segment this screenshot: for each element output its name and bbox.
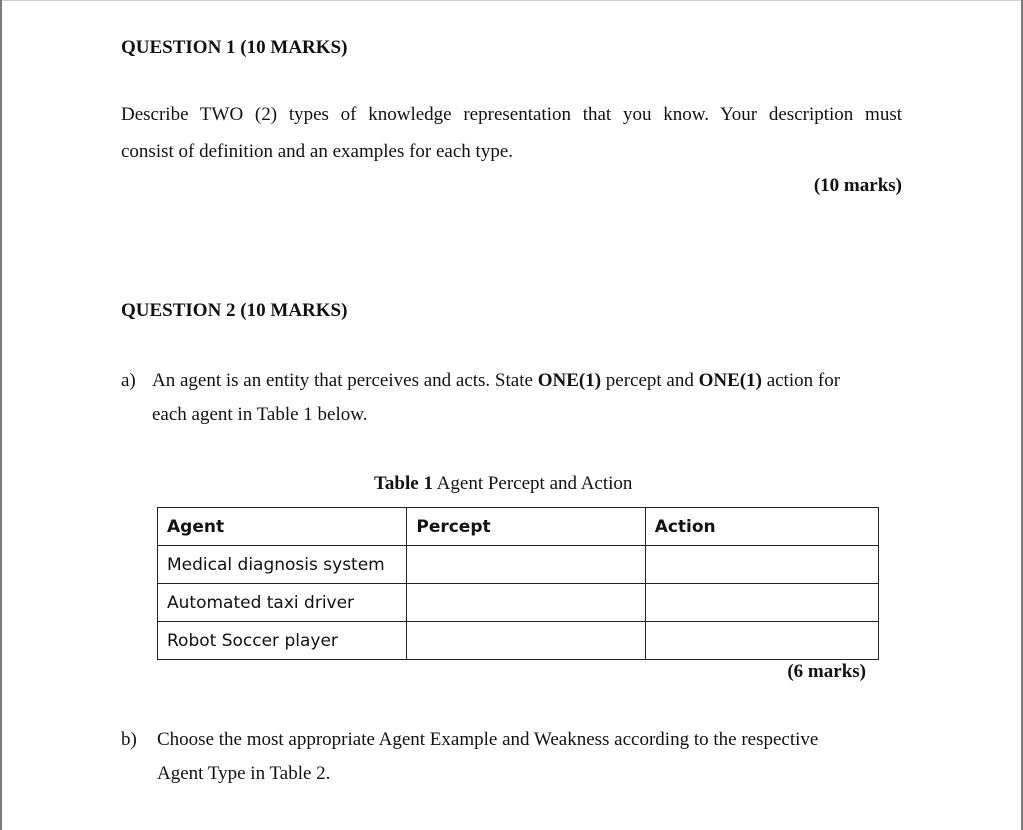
question-1-text-line-1: Describe TWO (2) types of knowledge representation that you know. Your description must [121,104,902,125]
header-percept: Percept [407,508,645,546]
question-1-heading: QUESTION 1 (10 MARKS) [121,37,348,58]
part-a-bold-percept-count: ONE(1) [537,370,602,391]
page-top-border [0,0,1023,1]
part-a-label: a) [121,370,136,391]
table-header-row [158,508,879,546]
part-a-text-line-1 [152,370,840,392]
question-1-text-line-2: consist of definition and an examples for each type. [121,141,514,162]
agent-percept-action-table [157,507,879,660]
percept-cell [407,584,645,622]
action-cell [645,546,878,584]
percept-cell [407,622,645,660]
question-2-heading: QUESTION 2 (10 MARKS) [121,300,348,321]
table-1-caption [374,473,632,495]
table-1-caption-label: Table 1 [374,473,433,494]
part-b-label: b) [121,729,137,750]
header-action: Action [645,508,878,546]
part-b-text-line-1: Choose the most appropriate Agent Example and Weakness according to the respective [157,729,819,750]
part-b-text-line-2: Agent Type in Table 2. [157,763,331,784]
part-a-text-line-2: each agent in Table 1 below. [152,404,368,425]
table-row [158,546,879,584]
part-a-text-segment-2: percept and [601,370,699,391]
action-cell [645,584,878,622]
page-left-border [0,0,2,830]
header-agent: Agent [158,508,407,546]
table-row [158,584,879,622]
agent-cell: Automated taxi driver [158,584,407,622]
part-a-text-segment-3: action for [761,370,841,391]
action-cell [645,622,878,660]
percept-cell [407,546,645,584]
agent-cell: Medical diagnosis system [158,546,407,584]
table-row [158,622,879,660]
question-1-marks: (10 marks) [813,175,902,196]
part-a-bold-action-count: ONE(1) [698,370,762,391]
table-1-caption-text: Agent Percept and Action [432,473,633,494]
part-a-text-segment-1: An agent is an entity that perceives and acts. State [152,370,538,391]
agent-cell: Robot Soccer player [158,622,407,660]
part-a-marks: (6 marks) [787,661,866,682]
